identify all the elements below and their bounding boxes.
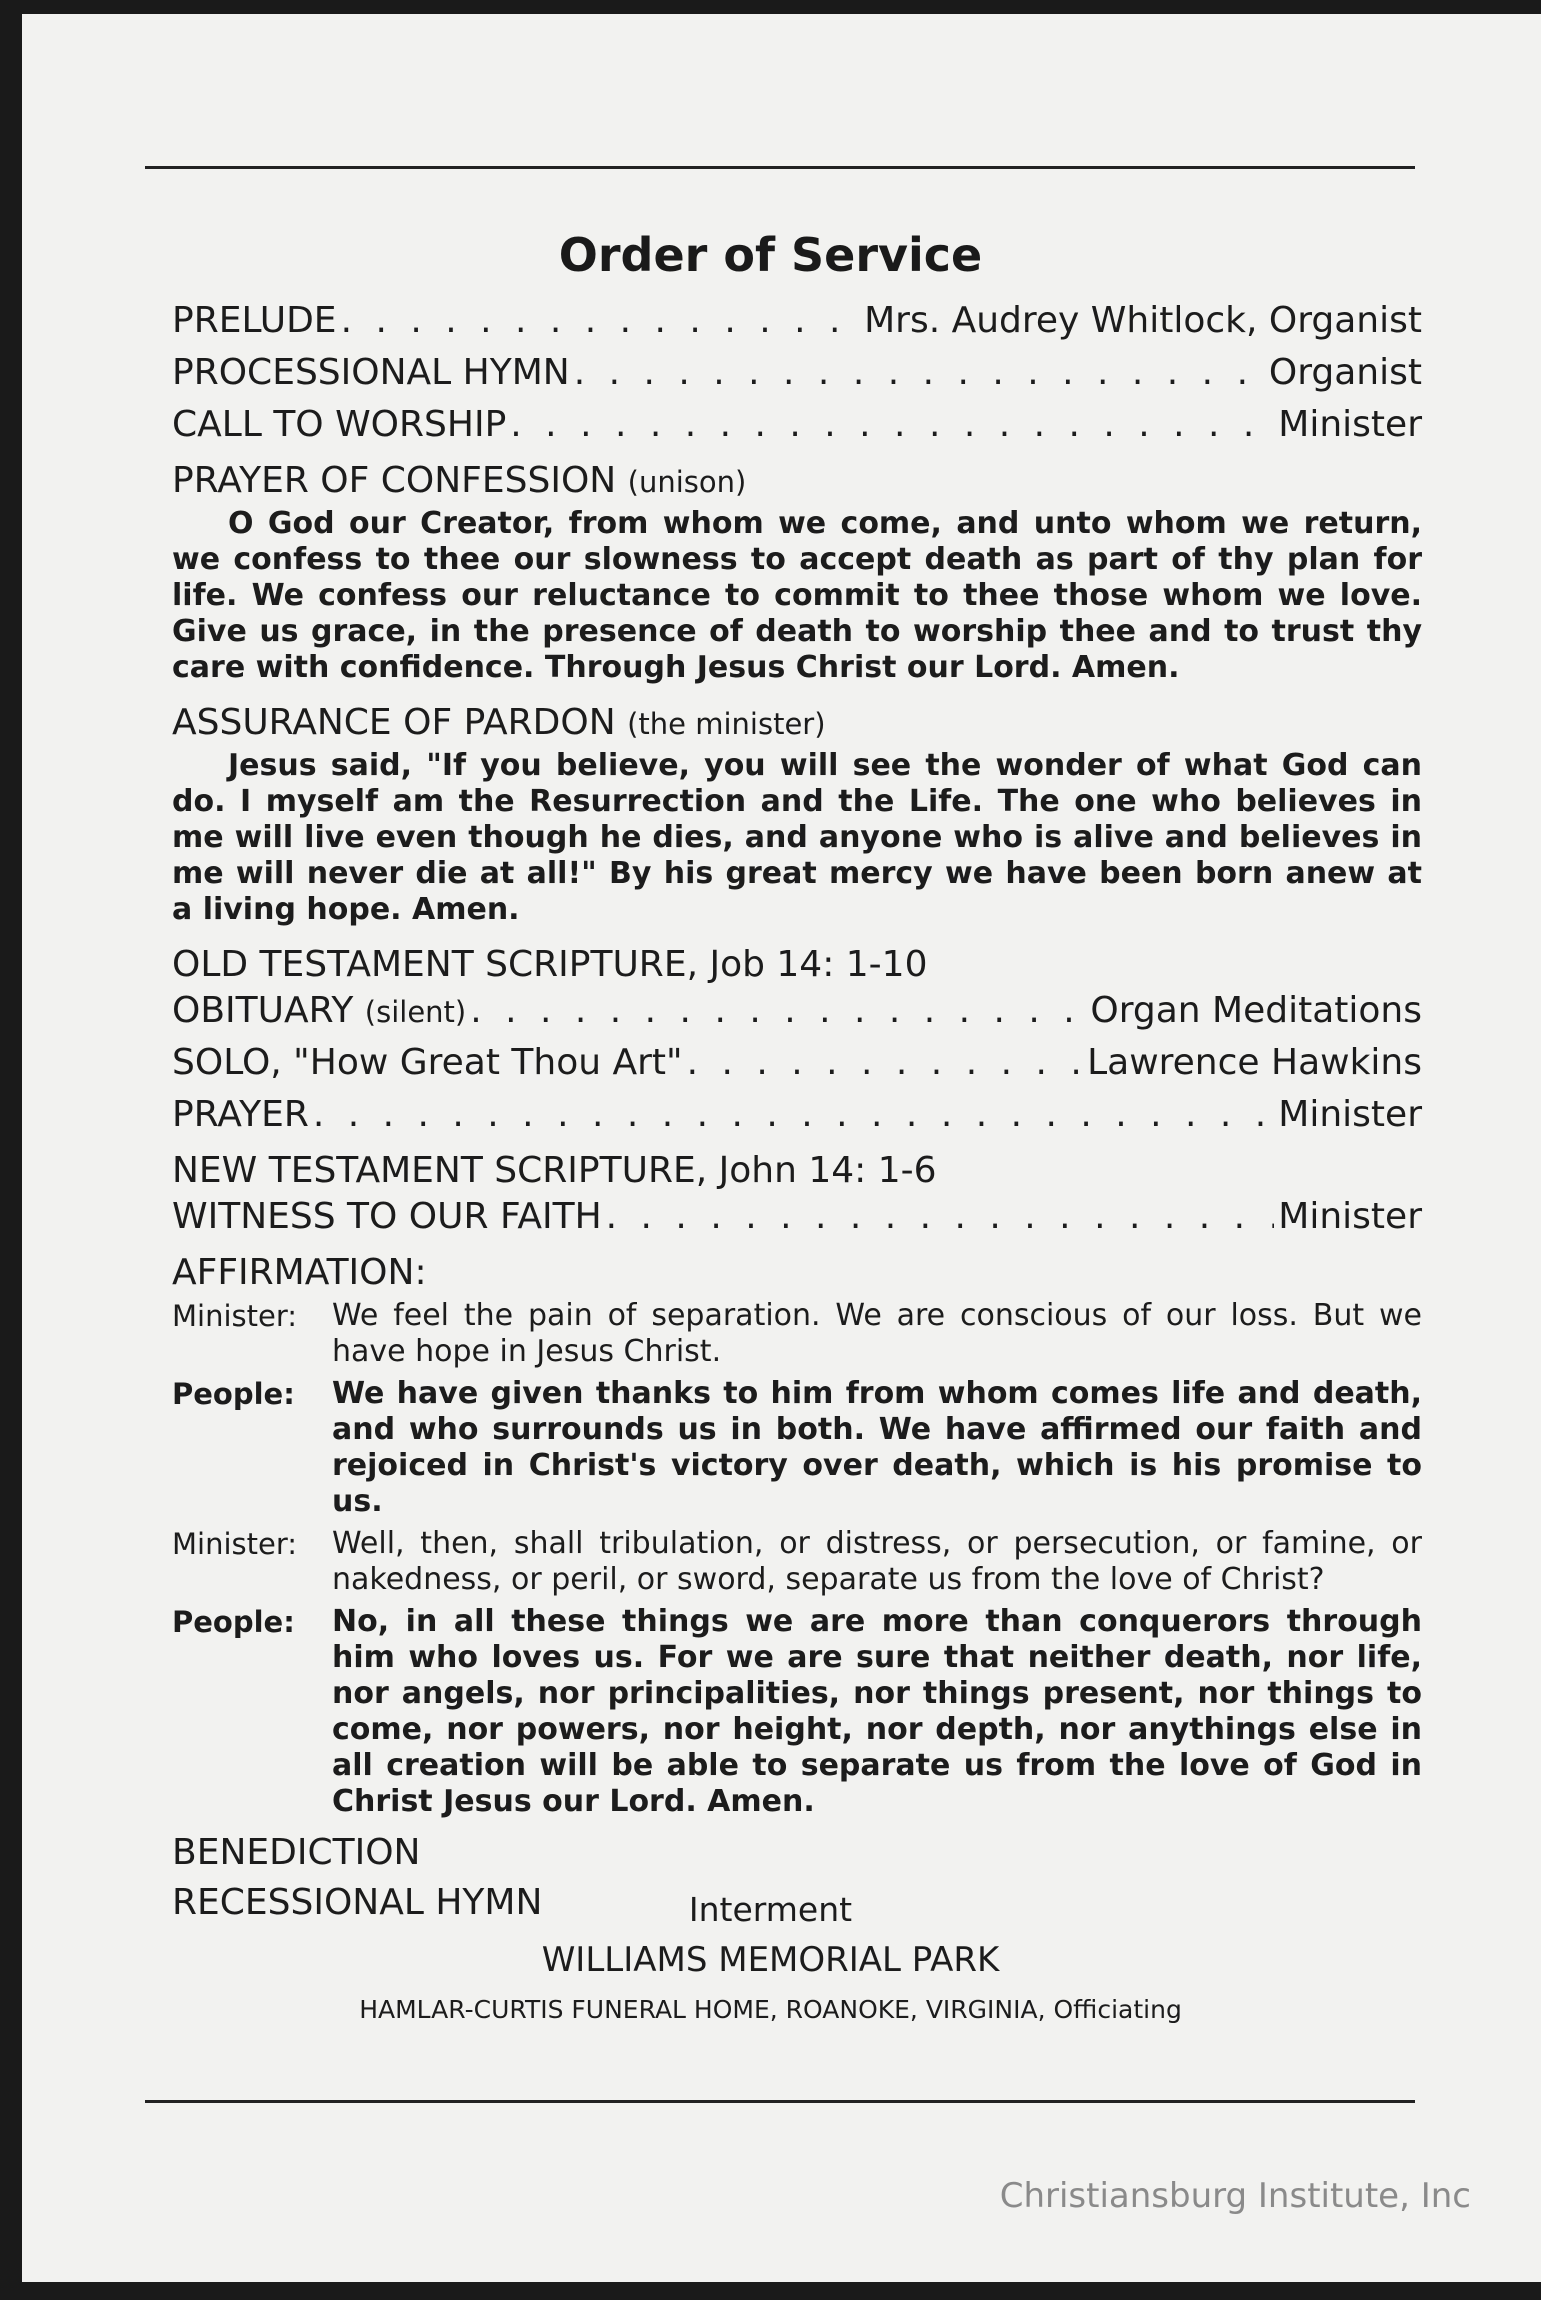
benediction-heading: BENEDICTION	[172, 1832, 421, 1873]
prelude-value: Mrs. Audrey Whitlock, Organist	[864, 300, 1422, 341]
witness-value: Minister	[1278, 1196, 1422, 1237]
new-testament-heading: NEW TESTAMENT SCRIPTURE, John 14: 1-6	[172, 1150, 937, 1191]
affirmation-line	[172, 1604, 1422, 1820]
solo-value: Lawrence Hawkins	[1087, 1042, 1422, 1083]
affirmation-text: We feel the pain of separation. We are conscious of our loss. But we have hope in Jesus Christ.	[332, 1298, 1422, 1369]
service-content	[172, 300, 1422, 1928]
speaker-label: Minister:	[172, 1299, 298, 1333]
obituary-row	[172, 990, 1422, 1042]
call-value: Minister	[1278, 404, 1422, 445]
obituary-note: (silent)	[364, 995, 467, 1029]
affirmation-line	[172, 1376, 1422, 1520]
affirmation-text: We have given thanks to him from whom comes life and death, and who surrounds us in both. We have affirmed our faith and rejoiced in Christ's victory over death, which is his promise to us.	[332, 1376, 1422, 1519]
solo-row	[172, 1042, 1422, 1094]
affirmation-line	[172, 1298, 1422, 1370]
leader-dots	[606, 1196, 1275, 1237]
affirmation-heading: AFFIRMATION:	[172, 1252, 427, 1293]
confession-heading	[172, 456, 1422, 506]
speaker-label: People:	[172, 1605, 295, 1639]
watermark: Christiansburg Institute, Inc	[999, 2176, 1471, 2216]
obituary-label: OBITUARY	[172, 990, 354, 1031]
top-rule	[145, 166, 1415, 169]
bottom-rule	[145, 2100, 1415, 2103]
funeral-home: HAMLAR-CURTIS FUNERAL HOME, ROANOKE, VIRGINIA, Officiating	[359, 1995, 1182, 2024]
old-testament-heading: OLD TESTAMENT SCRIPTURE, Job 14: 1-10	[172, 944, 928, 985]
prayer-label: PRAYER	[172, 1094, 309, 1135]
prayer-value: Minister	[1278, 1094, 1422, 1135]
interment-label: Interment	[688, 1890, 853, 1929]
processional-label: PROCESSIONAL HYMN	[172, 352, 570, 393]
page-title: Order of Service	[558, 228, 983, 282]
witness-label: WITNESS TO OUR FAITH	[172, 1196, 602, 1237]
obituary-value: Organ Meditations	[1090, 990, 1422, 1031]
assurance-text: Jesus said, "If you believe, you will see the wonder of what God can do. I myself am the Resurrection and the Life. The one who believes in me will live even though he dies, and anyone who is alive and believes in me will never die at all!" By his great mercy we have been born anew at a living hope. Amen.	[172, 748, 1422, 927]
speaker-label: Minister:	[172, 1527, 298, 1561]
call-row	[172, 404, 1422, 456]
prelude-row	[172, 300, 1422, 352]
affirmation-text: No, in all these things we are more than conquerors through him who loves us. For we are sure that neither death, nor life, nor angels, nor principalities, nor things present, nor things to come, nor powers, nor height, nor depth, nor anythings else in all creation will be able to separate us from the love of God in Christ Jesus our Lord. Amen.	[332, 1604, 1422, 1819]
prelude-label: PRELUDE	[172, 300, 337, 341]
leader-dots	[687, 1042, 1083, 1083]
leader-dots	[341, 300, 861, 341]
assurance-label: ASSURANCE OF PARDON	[172, 702, 616, 743]
witness-row	[172, 1196, 1422, 1248]
solo-label: SOLO, "How Great Thou Art"	[172, 1042, 683, 1083]
affirmation-text: Well, then, shall tribulation, or distress, or persecution, or famine, or nakedness, or peril, or sword, separate us from the love of Christ?	[332, 1526, 1422, 1597]
leader-dots	[313, 1094, 1274, 1135]
leader-dots	[510, 404, 1274, 445]
assurance-heading	[172, 698, 1422, 748]
leader-dots	[574, 352, 1265, 393]
speaker-label: People:	[172, 1377, 295, 1411]
call-label: CALL TO WORSHIP	[172, 404, 507, 445]
processional-value: Organist	[1268, 352, 1422, 393]
assurance-note: (the minister)	[627, 707, 826, 741]
leader-dots	[470, 990, 1086, 1031]
confession-note: (unison)	[627, 465, 747, 499]
processional-row	[172, 352, 1422, 404]
confession-label: PRAYER OF CONFESSION	[172, 460, 617, 501]
recessional-heading: RECESSIONAL HYMN	[172, 1882, 543, 1923]
affirmation-line	[172, 1526, 1422, 1598]
prayer-row	[172, 1094, 1422, 1146]
park-name: WILLIAMS MEMORIAL PARK	[541, 1940, 1000, 1980]
confession-text: O God our Creator, from whom we come, and unto whom we return, we confess to thee our slowness to accept death as part of thy plan for life. We confess our reluctance to commit to thee those whom we love. Give us grace, in the presence of death to worship thee and to trust thy care with confidence. Through Jesus Christ our Lord. Amen.	[172, 506, 1422, 685]
